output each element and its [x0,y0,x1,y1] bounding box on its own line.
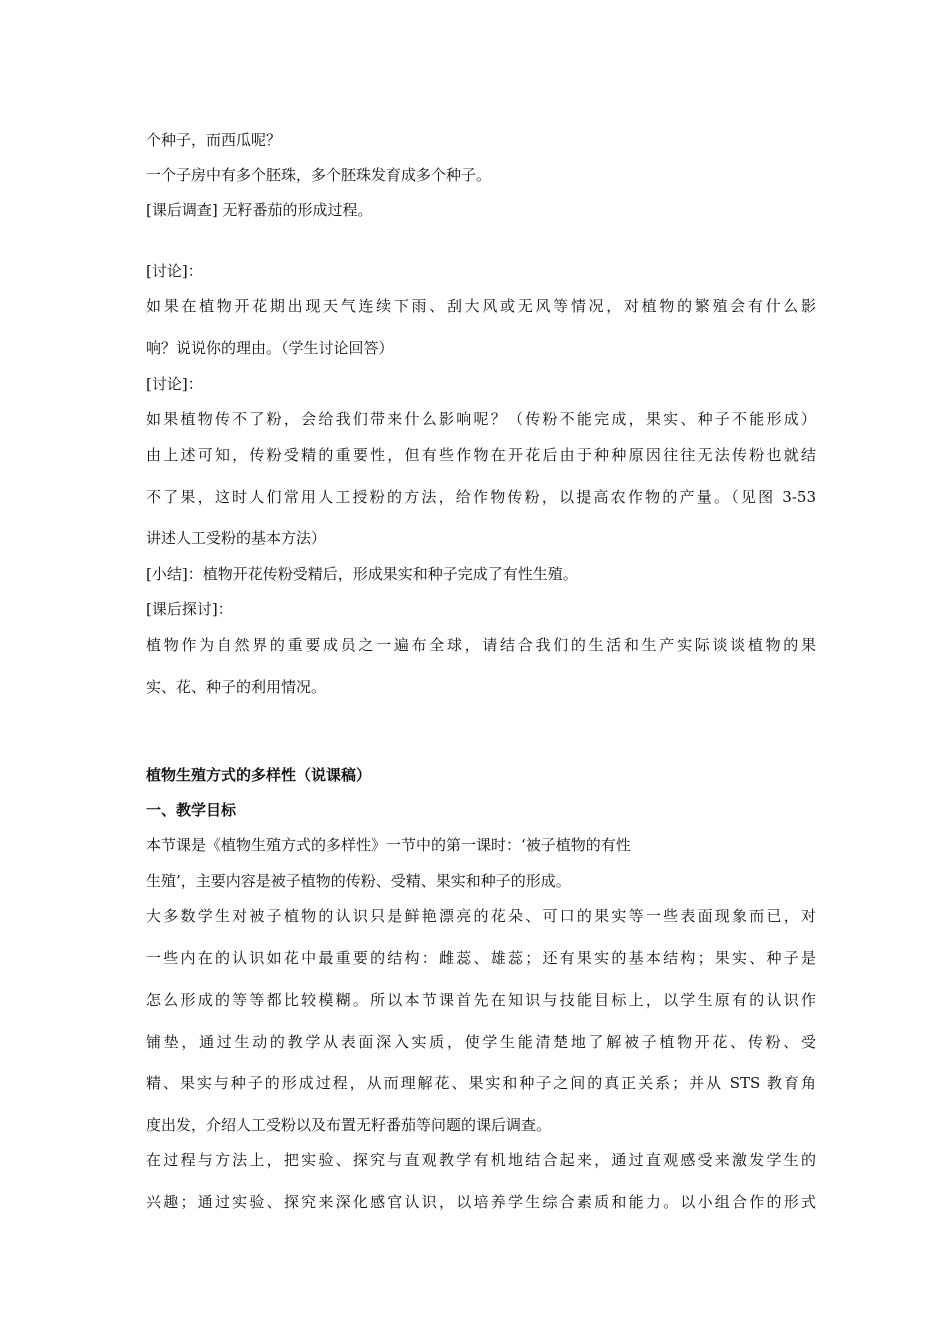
text-line: 生殖’，主要内容是被子植物的传粉、受精、果实和种子的形成。 [146,872,571,890]
summary-line: [小结]：植物开花传粉受精后，形成果实和种子完成了有性生殖。 [146,565,578,583]
text-line: 响？说说你的理由。（学生讨论回答） [146,339,394,357]
text-line: 本节课是《植物生殖方式的多样性》一节中的第一课时：‘被子植物的有性 [146,836,631,854]
discussion-label: [讨论]： [146,262,203,280]
text-line: 在过程与方法上，把实验、探究与直观教学有机地结合起来，通过直观感受来激发学生的 [146,1151,816,1169]
after-class-label: [课后探讨]： [146,600,233,618]
text-line: 怎么形成的等等都比较模糊。所以本节课首先在知识与技能目标上，以学生原有的认识作 [146,991,816,1009]
text-line: 如果植物传不了粉，会给我们带来什么影响呢？（传粉不能完成，果实、种子不能形成） [146,410,816,428]
text-line: 一个子房中有多个胚珠，多个胚珠发育成多个种子。 [146,166,492,184]
text-line: 如果在植物开花期出现天气连续下雨、刮大风或无风等情况，对植物的繁殖会有什么影 [146,297,816,315]
text-line: 由上述可知，传粉受精的重要性，但有些作物在开花后由于种种原因往往无法传粉也就结 [146,446,816,464]
text-line: 一些内在的认识如花中最重要的结构：雌蕊、雄蕊；还有果实的基本结构；果实、种子是 [146,949,816,967]
text-line: 不了果，这时人们常用人工授粉的方法，给作物传粉，以提高农作物的产量。（见图 3-53 [146,488,816,506]
section-title: 植物生殖方式的多样性（说课稿） [146,766,372,784]
text-line: 铺垫，通过生动的教学从表面深入实质，使学生能清楚地了解被子植物开花、传粉、受 [146,1033,816,1051]
text-line: 实、花、种子的利用情况。 [146,678,327,696]
text-line: 大多数学生对被子植物的认识只是鲜艳漂亮的花朵、可口的果实等一些表面现象而已，对 [146,907,816,925]
discussion-label: [讨论]： [146,375,203,393]
text-line: 个种子，而西瓜呢？ [146,131,282,149]
text-line: 讲述人工受粉的基本方法） [146,529,327,547]
text-line: [课后调查] 无籽番茄的形成过程。 [146,201,373,219]
text-line: 度出发，介绍人工受粉以及布置无籽番茄等问题的课后调查。 [146,1116,552,1134]
text-line: 精、果实与种子的形成过程，从而理解花、果实和种子之间的真正关系；并从 STS 教育角 [146,1074,816,1092]
section-heading: 一、教学目标 [146,801,237,819]
text-line: 植物作为自然界的重要成员之一遍布全球，请结合我们的生活和生产实际谈谈植物的果 [146,636,816,654]
text-line: 兴趣；通过实验、探究来深化感官认识，以培养学生综合素质和能力。以小组合作的形式 [146,1193,816,1211]
